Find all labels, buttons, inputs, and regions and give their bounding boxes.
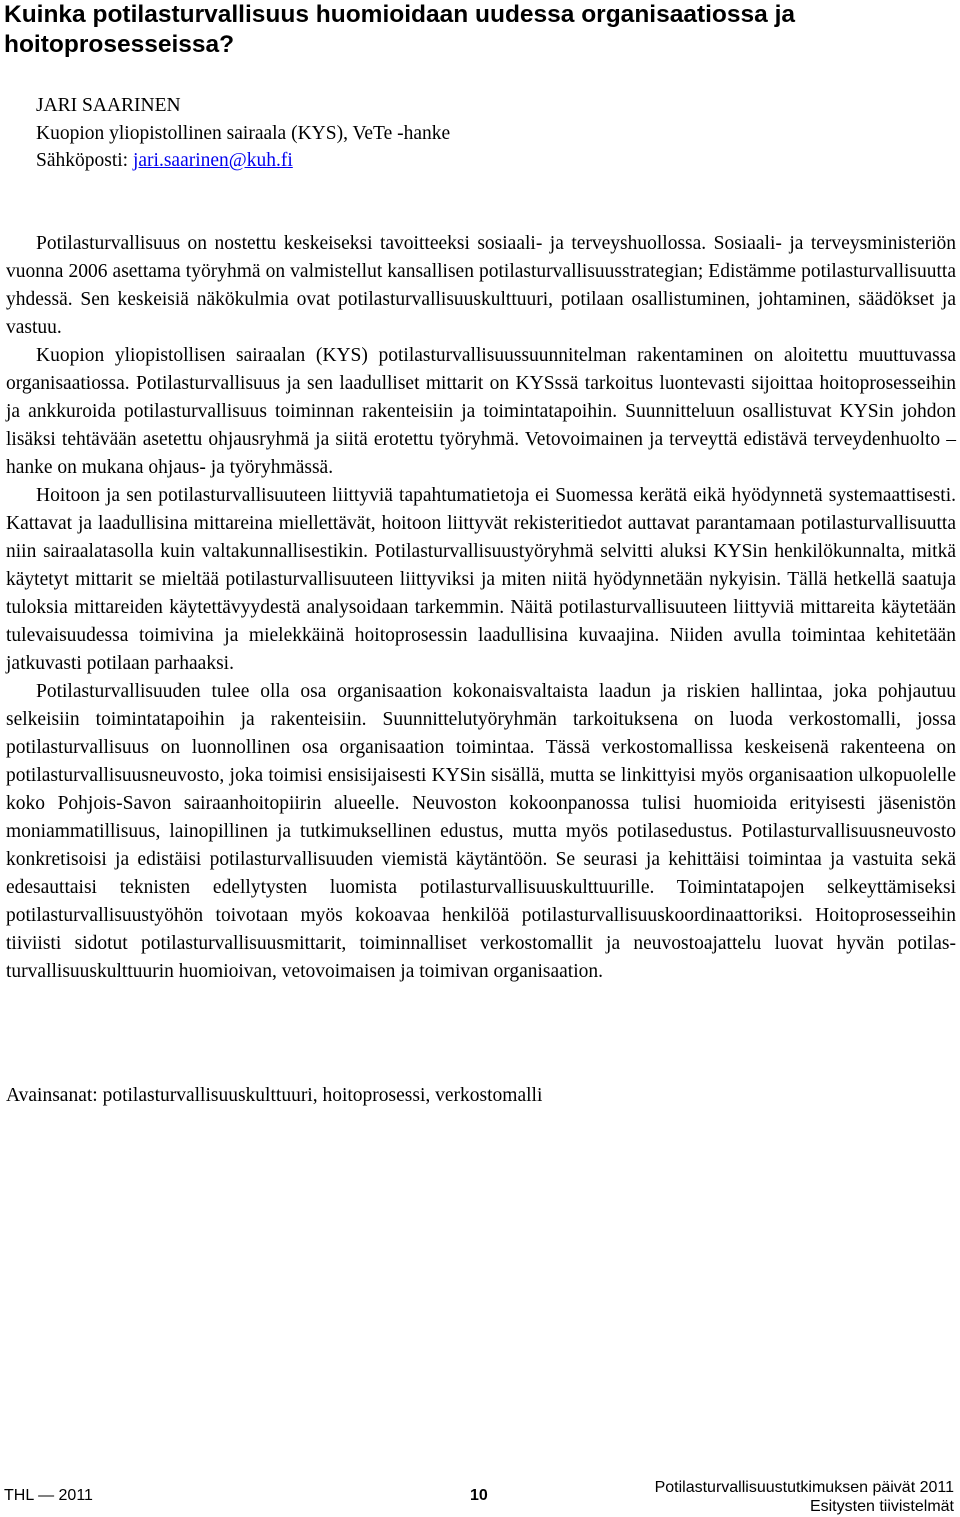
footer-publication-title: Potilasturvallisuustutkimuksen päivät 2011 xyxy=(654,1479,954,1496)
paragraph: Potilasturvallisuuden tulee olla osa organisaation kokonaisvaltaista laadun ja riskien hallintaa, joka pohjautuu selkeisiin toimintatapoihin ja rakenteisiin. Suunnittelutyöryhmän tarkoituksena on luoda verkostomalli, jossa potilasturvallisuus on luonnollinen osa organisaation toimintaa. Tässä verkostomallissa keskeisenä rakenteena on potilasturvallisuusneuvosto, joka toimisi ensisijaisesti KYSin sisällä, mutta se linkittyisi myös organisaation ulkopuolelle koko Pohjois-Savon sairaanhoitopiirin alueelle. Neuvoston kokoonpanossa tulisi huomioida erityisesti jäsenistön moniammatillisuus, lainopillinen ja tutkimuksellinen edustus, mutta myös potilasedustus. Potilasturvallisuusneuvosto konkretisoisi ja edistäisi potilasturvallisuuden viemistä käytäntöön. Se seurasi ja kehittäisi toimintaa ja vastuita sekä edesauttaisi teknisten edellytysten luomista potilasturvallisuuskulttuurille. Toimintatapojen selkeyttämiseksi potilasturvallisuustyöhön toivotaan myös kokoavaa henkilöä potilasturvallisuuskoordinaattoriksi. Hoitoprosesseihin tiiviisti sidotut potilasturvallisuusmittarit, toiminnalliset verkostomallit ja neuvostoajattelu luovat hyvän potilasturvallisuuskulttuurin huomioivan, vetovoimaisen ja toimivan organisaation. xyxy=(6,681,956,982)
email-link[interactable]: jari.saarinen@kuh.fi xyxy=(132,150,293,171)
keywords: Avainsanat: potilasturvallisuuskulttuuri, hoitoprosessi, verkostomalli xyxy=(6,1085,543,1106)
footer-publication xyxy=(655,1478,954,1516)
document-title: Kuinka potilasturvallisuus huomioidaan uudessa organisaatiossa ja hoitoprosesseissa? xyxy=(4,1,796,58)
paragraph: Hoitoon ja sen potilasturvallisuuteen liittyviä tapahtumatietoja ei Suomessa kerätä eikä hyödynnetä systemaattisesti. Kattavat ja laadullisina mittareina miellettävät, hoitoon liittyvät rekisteritiedot auttavat parantamaan potilasturvallisuutta niin sairaalatasolla kuin valtakunnallisestikin. Potilasturvallisuustyöryhmä selvitti aluksi KYSin henkilökunnalta, mitkä käytetyt mittarit se mieltää potilasturvallisuuteen liittyviksi ja miten niitä hyödynnetään nykyisin. Tällä hetkellä saatuja tuloksia mittareiden käytettävyydestä analysoidaan tarkemmin. Näitä potilasturvallisuuteen liittyviä mittareita käytetään tulevaisuudessa toimivina ja mielekkäinä hoitoprosessin laadullisina kuvaajina. Niiden avulla toimintaa kehitetään jatkuvasti potilaan parhaaksi. xyxy=(6,485,956,674)
footer-publication-subtitle: Esitysten tiivistelmät xyxy=(809,1498,954,1515)
paragraph: Potilasturvallisuus on nostettu keskeiseksi tavoitteeksi sosiaali- ja terveyshuollossa. Sosiaali- ja terveysministeriön vuonna 2006 asettama työryhmä on valmistellut kansallisen potilasturvallisuusstrategian; Edistämme potilasturvallisuutta yhdessä. Sen keskeisiä näkökulmia ovat potilasturvallisuuskulttuuri, potilaan osallistuminen, johtaminen, säädökset ja vastuu. xyxy=(6,233,956,338)
author-affiliation: Kuopion yliopistollinen sairaala (KYS), VeTe -hanke xyxy=(36,122,451,144)
author-email-line xyxy=(36,147,450,175)
author-name: JARI SAARINEN xyxy=(36,95,181,116)
paragraph: Kuopion yliopistollisen sairaalan (KYS) potilasturvallisuussuunnitelman rakentaminen on aloitettu muuttuvassa organisaatiossa. Potilasturvallisuus ja sen laadulliset mittarit on KYSssä tarkoitus luontevasti sijoittaa hoitoprosesseihin ja ankkuroida potilasturvallisuus toiminnan rakenteisiin ja toimintatapoihin. Suunnitteluun osallistuvat KYSin johdon lisäksi tehtävään asetettu ohjausryhmä ja siitä erotettu työryhmä. Vetovoimainen ja terveyttä edistävä terveydenhuolto –hanke on mukana ohjaus- ja työryhmässä. xyxy=(6,345,956,478)
page-number: 10 xyxy=(470,1487,488,1504)
footer-publisher: THL — 2011 xyxy=(4,1487,93,1504)
abstract-body xyxy=(6,230,956,986)
email-label: Sähköposti: xyxy=(36,150,133,171)
author-block xyxy=(36,92,450,175)
